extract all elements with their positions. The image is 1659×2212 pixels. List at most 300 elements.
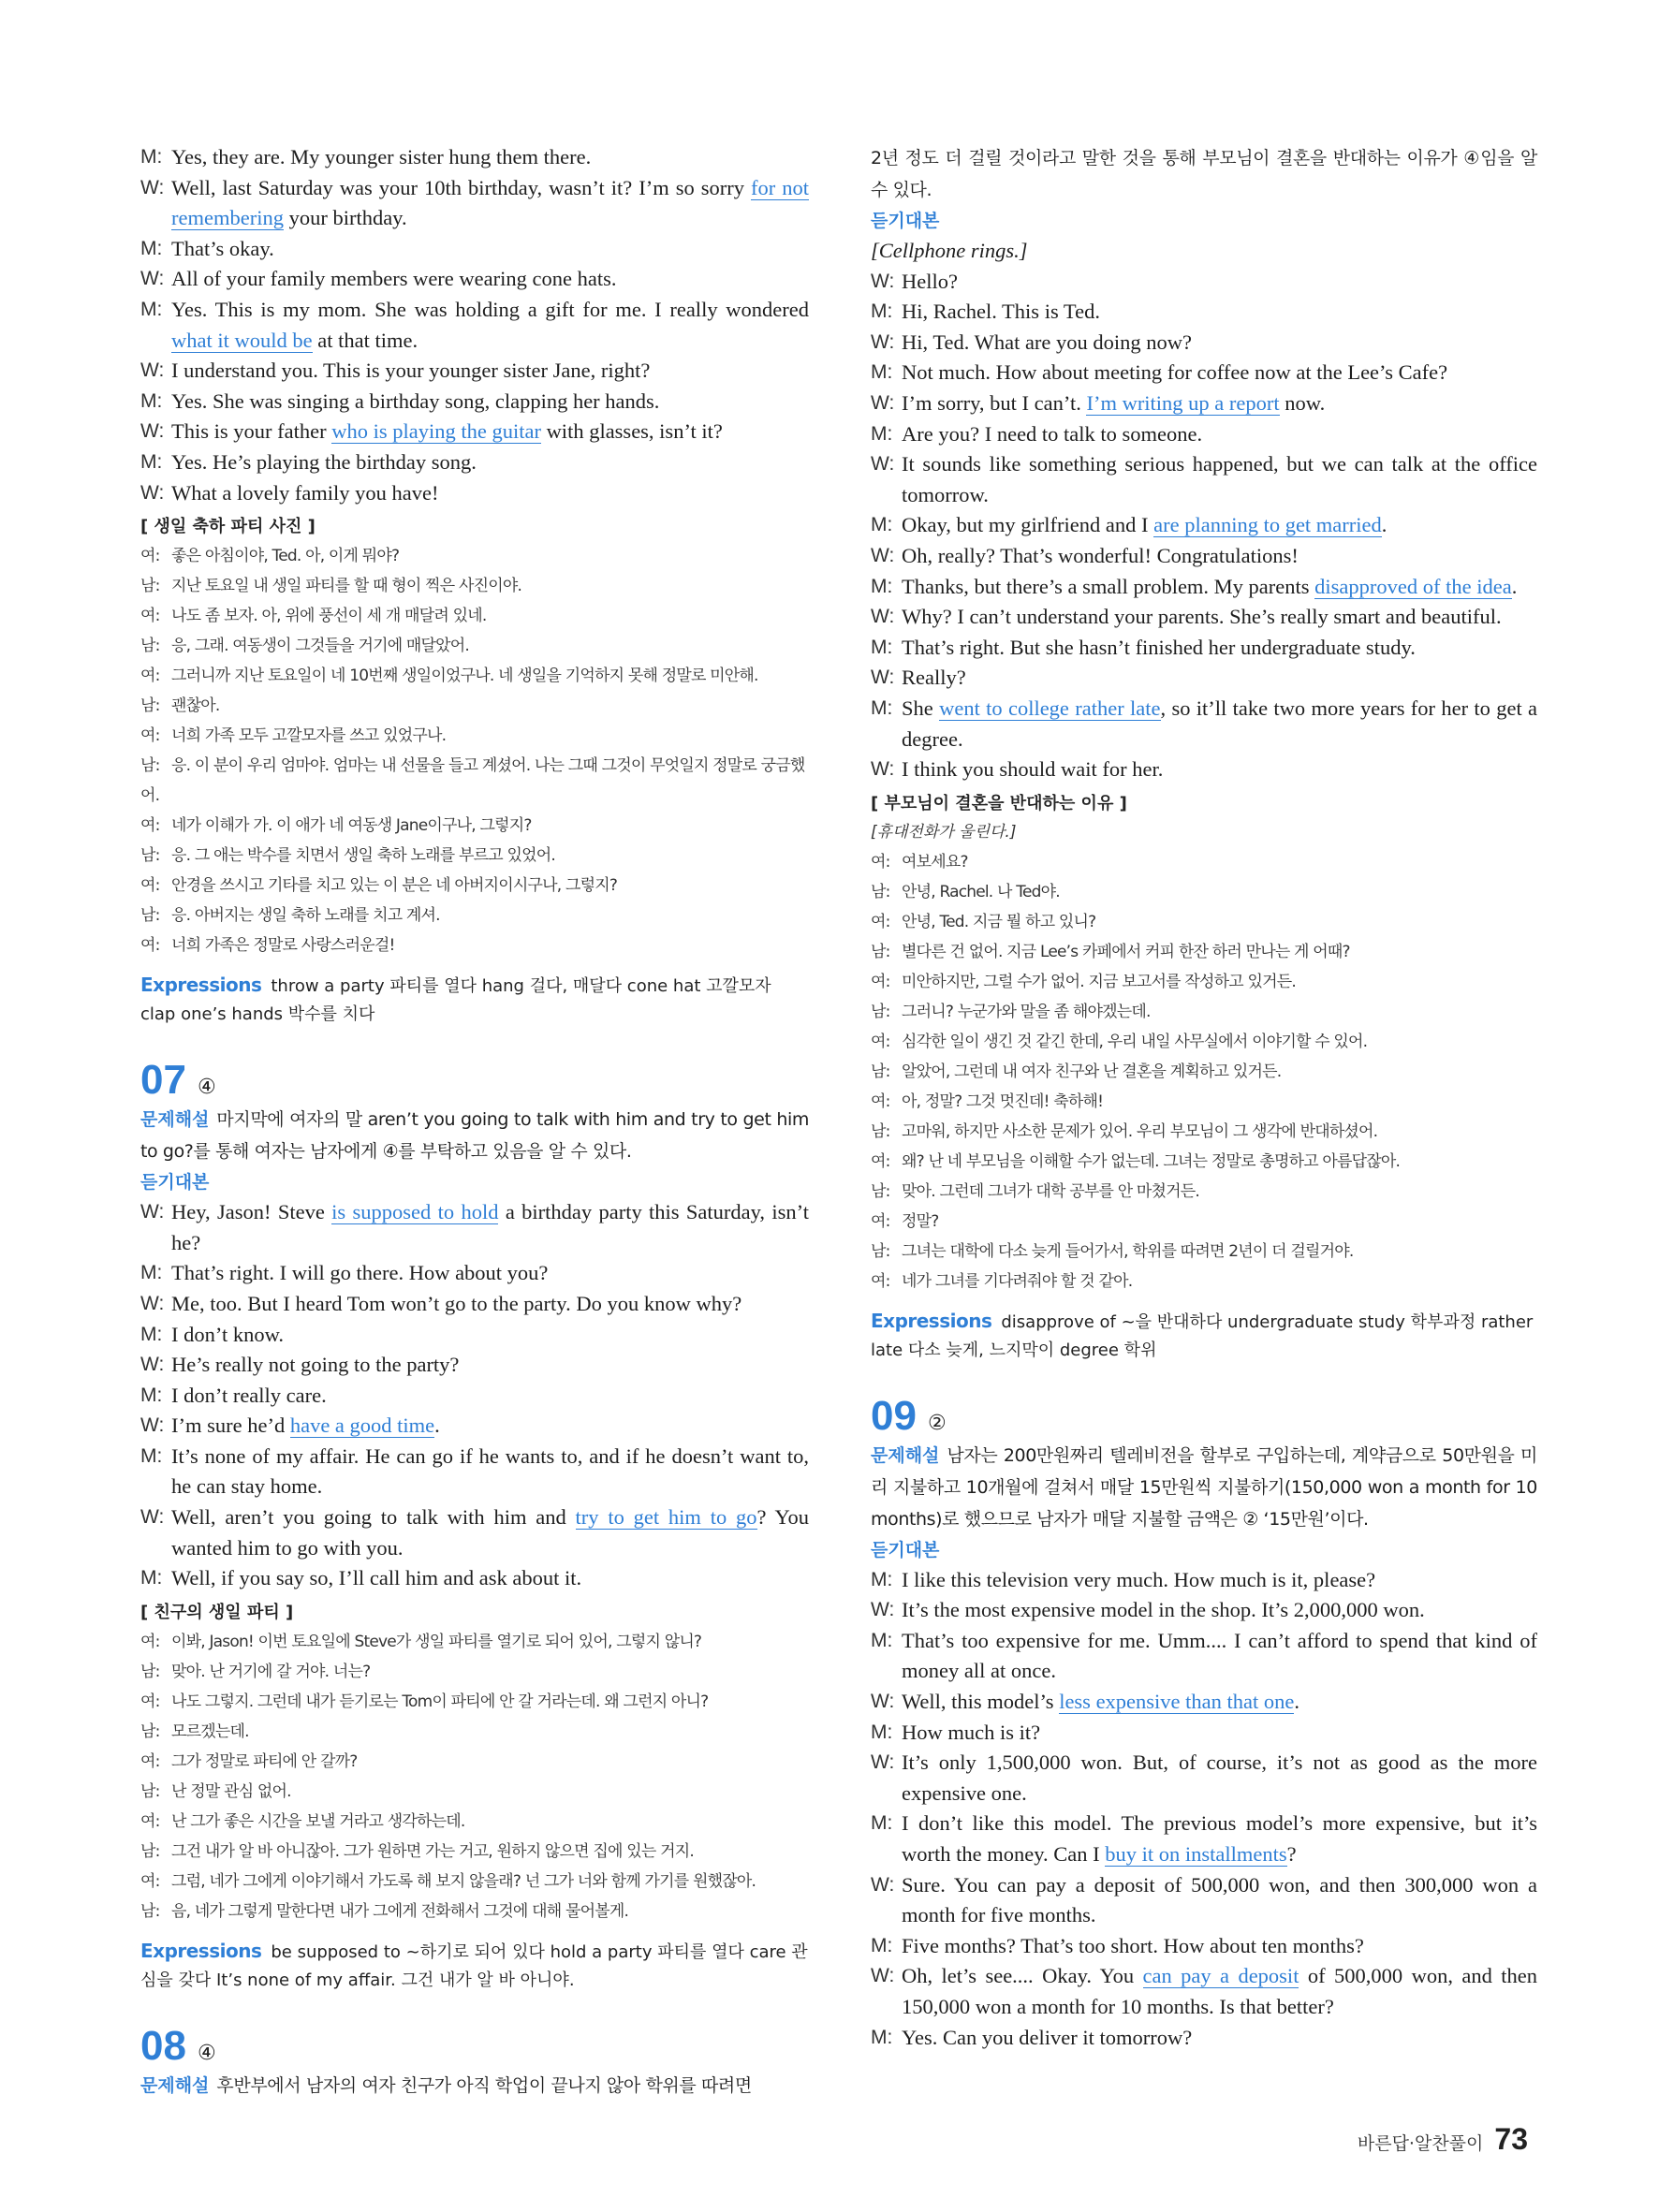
dialog-text: I like this television very much. How much is it, please? [902, 1567, 1376, 1591]
speaker-label: W: [140, 420, 165, 443]
ko-line [140, 1837, 809, 1867]
dialog-line [140, 447, 809, 478]
ko-line [871, 847, 1537, 877]
dialog-text: Hello? [902, 269, 958, 293]
dialog-text: I’m sure he’d have a good time. [171, 1414, 440, 1438]
dialog-line [140, 1411, 809, 1442]
ko-text: 미안하지만, 그럴 수가 없어. 지금 보고서를 작성하고 있거든. [902, 972, 1296, 991]
ko-text: 좋은 아침이야, Ted. 아, 이게 뭐야? [171, 547, 400, 566]
dialog-line [871, 419, 1537, 450]
ko-speaker: 남: [871, 1002, 890, 1021]
speaker-label: W: [871, 667, 895, 689]
speaker-label: M: [140, 1444, 163, 1467]
expressions-friend-party [140, 1936, 809, 1995]
dialog-text: That’s too expensive for me. Umm.... I can’t afford to spend that kind of money all at once. [902, 1628, 1537, 1683]
section-07-heading [140, 1057, 809, 1104]
ko-line [871, 1147, 1537, 1177]
explanation-text: 후반부에서 남자의 여자 친구가 아직 학업이 끝나지 않아 학위를 따려면 [216, 2074, 752, 2096]
speaker-label: M: [140, 389, 163, 412]
ko-line [871, 997, 1537, 1027]
speaker-label: W: [871, 1691, 895, 1713]
dialog-line [871, 663, 1537, 694]
ko-speaker: 여: [871, 1211, 890, 1231]
dialog-line [140, 1320, 809, 1351]
ko-title-parents-marriage: [ 부모님이 결혼을 반대하는 이유 ] [871, 793, 1127, 813]
speaker-label: M: [140, 450, 163, 473]
dialog-text: Well, aren’t you going to talk with him and try to get him to go? You wanted him to go with you. [171, 1505, 809, 1560]
dialog-text: This is your father who is playing the guitar with glasses, isn’t it? [171, 419, 723, 444]
ko-text: 난 정말 관심 없어. [171, 1781, 291, 1801]
dialog-text: Hi, Ted. What are you doing now? [902, 330, 1193, 354]
ko-speaker: 여: [140, 667, 160, 686]
ko-text: 너희 가족 모두 고깔모자를 쓰고 있었구나. [171, 726, 447, 746]
ko-speaker: 남: [871, 942, 890, 961]
dialog-text: It’s only 1,500,000 won. But, of course, it’s not as good as the more expensive one. [902, 1751, 1537, 1805]
dialog-line [871, 388, 1537, 419]
ko-text: 여보세요? [902, 852, 968, 872]
dialog-line [871, 1870, 1537, 1931]
dialog-line [871, 694, 1537, 754]
ko-line [140, 1807, 809, 1837]
dialog-text: Okay, but my girlfriend and I are planning to get married. [902, 513, 1387, 537]
speaker-label: W: [140, 1354, 165, 1376]
ko-speaker: 남: [871, 1062, 890, 1081]
ko-line [140, 631, 809, 661]
speaker-label: M: [871, 1721, 893, 1743]
dialog-text: Oh, really? That’s wonderful! Congratulations! [902, 543, 1299, 567]
ko-line [140, 721, 809, 751]
dialog-text: Hi, Rachel. This is Ted. [902, 300, 1100, 324]
dialog-line [140, 1381, 809, 1412]
ko-speaker: 남: [140, 1841, 160, 1861]
expressions-label: Expressions [140, 974, 262, 997]
dialog-text: Five months? That’s too short. How about ten months? [902, 1933, 1364, 1957]
ko-translation-friend-party [140, 1627, 809, 1926]
ko-speaker: 남: [871, 882, 890, 901]
section-07-explanation [140, 1104, 809, 1167]
ko-speaker: 남: [140, 637, 160, 656]
dialog-friend-party [140, 1197, 809, 1594]
dialog-text: It’s the most expensive model in the shop. It’s 2,000,000 won. [902, 1598, 1425, 1622]
speaker-label: M: [871, 300, 893, 323]
section-08-explanation-continued [871, 142, 1537, 206]
ko-line [140, 661, 809, 691]
dialog-text: That’s right. But she hasn’t finished her undergraduate study. [902, 635, 1416, 659]
blank-answer: can pay a deposit [1142, 1964, 1299, 1988]
speaker-label: M: [140, 1384, 163, 1406]
ko-speaker: 여: [140, 726, 160, 746]
ko-text: 그녀는 대학에 다소 늦게 들어가서, 학위를 따려면 2년이 더 걸릴거야. [902, 1241, 1354, 1261]
ko-line [871, 1117, 1537, 1147]
speaker-label: M: [140, 146, 163, 168]
ko-speaker: 여: [871, 852, 890, 872]
dialog-line [140, 295, 809, 356]
ko-speaker: 여: [140, 1871, 160, 1891]
dialog-line [871, 1748, 1537, 1809]
expressions-parents-marriage [871, 1306, 1537, 1365]
ko-speaker: 여: [140, 607, 160, 626]
page-number: 73 [1494, 2122, 1528, 2156]
dialog-line [140, 234, 809, 265]
speaker-label: M: [871, 422, 893, 445]
ko-speaker: 남: [140, 756, 160, 776]
ko-text: 모르겠는데. [171, 1721, 249, 1741]
ko-text: 이봐, Jason! 이번 토요일에 Steve가 생일 파티를 열기로 되어 있어, 그렇지 않니? [171, 1632, 702, 1651]
ko-speaker: 남: [140, 906, 160, 926]
ko-speaker: 여: [871, 912, 890, 931]
ko-text: 응. 그 애는 박수를 치면서 생일 축하 노래를 부르고 있었어. [171, 846, 555, 866]
ko-translation-birthday-photo [140, 541, 809, 960]
dialog-line [871, 297, 1537, 328]
dialog-line [140, 1442, 809, 1502]
dialog-text: Not much. How about meeting for coffee now at the Lee’s Cafe? [902, 360, 1448, 385]
ko-line [871, 937, 1537, 967]
blank-answer: what it would be [171, 328, 313, 352]
explanation-text: 마지막에 여자의 말 aren’t you going to talk with him and try to get him to go?를 통해 여자는 남자에게 ④를 부탁하고 있음을 알 수 있다. [140, 1109, 809, 1163]
ko-line [140, 1897, 809, 1926]
speaker-label: M: [871, 1568, 893, 1590]
ko-line [871, 1087, 1537, 1117]
stage-direction: [Cellphone rings.] [871, 239, 1028, 262]
speaker-label: W: [140, 1414, 165, 1437]
ko-line [871, 877, 1537, 907]
script-label: 듣기대본 [140, 1172, 210, 1194]
dialog-line [140, 1563, 809, 1594]
dialog-text: He’s really not going to the party? [171, 1353, 460, 1377]
dialog-text: What a lovely family you have! [171, 480, 439, 505]
dialog-line [871, 1687, 1537, 1718]
ko-text: 안녕, Ted. 지금 뭘 하고 있니? [902, 912, 1096, 931]
dialog-text: All of your family members were wearing cone hats. [171, 267, 617, 291]
ko-text: 응, 그래. 여동생이 그것들을 거기에 매달았어. [171, 637, 470, 656]
speaker-label: M: [871, 514, 893, 536]
dialog-line [871, 754, 1537, 785]
ko-line [140, 691, 809, 721]
ko-line [140, 901, 809, 930]
footer-book-title: 바른답·알찬풀이 [1357, 2133, 1484, 2154]
blank-answer: try to get him to go [575, 1505, 757, 1530]
speaker-label: W: [871, 270, 895, 292]
blank-answer: are planning to get married [1153, 513, 1382, 537]
dialog-text: Sure. You can pay a deposit of 500,000 won, and then 300,000 won a month for five months. [902, 1872, 1537, 1927]
ko-speaker: 남: [140, 1781, 160, 1801]
ko-line [871, 1027, 1537, 1057]
ko-stage-direction: [휴대전화가 울린다.] [871, 822, 1017, 842]
dialog-line [140, 1502, 809, 1563]
ko-title-friend-party: [ 친구의 생일 파티 ] [140, 1602, 294, 1622]
dialog-text: Yes. Can you deliver it tomorrow? [902, 2025, 1193, 2049]
dialog-text: Me, too. But I heard Tom won’t go to the party. Do you know why? [171, 1291, 742, 1315]
ko-speaker: 남: [140, 1901, 160, 1921]
speaker-label: W: [871, 330, 895, 353]
blank-answer: have a good time [289, 1414, 435, 1438]
right-column [871, 142, 1537, 2053]
ko-text: 음, 네가 그렇게 말한다면 내가 그에게 전화해서 그것에 대해 물어볼게. [171, 1901, 629, 1921]
dialog-parents-marriage [871, 267, 1537, 785]
ko-speaker: 여: [871, 1032, 890, 1051]
dialog-line [871, 1565, 1537, 1596]
speaker-label: W: [871, 1965, 895, 1987]
dialog-line [871, 1595, 1537, 1626]
ko-text: 네가 이해가 가. 이 애가 네 여동생 Jane이구나, 그렇지? [171, 816, 532, 836]
speaker-label: W: [871, 391, 895, 414]
script-label: 듣기대본 [871, 1539, 940, 1560]
ko-speaker: 여: [140, 876, 160, 896]
speaker-label: W: [871, 1751, 895, 1774]
ko-line [140, 841, 809, 871]
script-label: 듣기대본 [871, 211, 940, 231]
dialog-line [871, 1931, 1537, 1962]
dialog-text: I’m sorry, but I can’t. I’m writing up a report now. [902, 390, 1326, 415]
blank-answer: is supposed to hold [331, 1200, 499, 1224]
page-footer [1358, 2122, 1528, 2157]
dialog-text: Yes, they are. My younger sister hung them there. [171, 145, 592, 168]
dialog-line [871, 449, 1537, 510]
speaker-label: W: [871, 606, 895, 628]
ko-line [871, 967, 1537, 997]
blank-answer: less expensive than that one [1059, 1690, 1295, 1714]
ko-line [140, 1687, 809, 1717]
dialog-line [140, 264, 809, 295]
dialog-text: How much is it? [902, 1720, 1041, 1744]
dialog-text: Well, this model’s less expensive than that one. [902, 1690, 1299, 1714]
speaker-label: W: [140, 481, 165, 504]
dialog-tv-installments [871, 1565, 1537, 2054]
ko-line [140, 1657, 809, 1687]
speaker-label: M: [871, 696, 893, 719]
speaker-label: W: [140, 268, 165, 290]
explanation-text: 2년 정도 더 걸릴 것이라고 말한 것을 통해 부모님이 결혼을 반대하는 이유가 ④임을 알 수 있다. [871, 148, 1537, 200]
speaker-label: W: [140, 1292, 165, 1314]
expressions-label: Expressions [871, 1309, 992, 1332]
speaker-label: M: [871, 2026, 893, 2048]
dialog-text: Why? I can’t understand your parents. She’s really smart and beautiful. [902, 605, 1502, 629]
ko-line [140, 601, 809, 631]
ko-line [871, 1237, 1537, 1267]
dialog-line [140, 1350, 809, 1381]
ko-speaker: 여: [140, 1632, 160, 1651]
dialog-line [140, 417, 809, 447]
ko-line [140, 1717, 809, 1747]
ko-text: 심각한 일이 생긴 것 같긴 한데, 우리 내일 사무실에서 이야기할 수 있어. [902, 1032, 1368, 1051]
dialog-text: I think you should wait for her. [902, 757, 1164, 782]
ko-text: 괜찮아. [171, 696, 220, 716]
section-number: 07 [140, 1057, 186, 1104]
blank-answer: I’m writing up a report [1086, 390, 1280, 415]
dialog-line [140, 1289, 809, 1320]
ko-line [140, 1627, 809, 1657]
dialog-text: I don’t know. [171, 1322, 284, 1346]
answer-mark: ② [927, 1411, 947, 1435]
ko-speaker: 여: [140, 547, 160, 566]
speaker-label: W: [871, 1873, 895, 1896]
ko-translation-parents-marriage [871, 847, 1537, 1296]
ko-speaker: 여: [140, 1692, 160, 1711]
speaker-label: M: [140, 298, 163, 320]
ko-text: 맞아. 난 거기에 갈 거야. 너는? [171, 1662, 371, 1681]
ko-speaker: 여: [140, 1811, 160, 1831]
dialog-text: Are you? I need to talk to someone. [902, 421, 1203, 446]
ko-speaker: 여: [140, 1751, 160, 1771]
ko-text: 그럼, 네가 그에게 이야기해서 가도록 해 보지 않을래? 넌 그가 너와 함께 가기를 원했잖아. [171, 1871, 756, 1891]
ko-text: 별다른 건 없어. 지금 Lee’s 카페에서 커피 한잔 하러 만나는 게 어때? [902, 942, 1350, 961]
dialog-line [871, 1961, 1537, 2022]
ko-speaker: 남: [140, 1662, 160, 1681]
dialog-line [871, 358, 1537, 388]
dialog-line [871, 572, 1537, 603]
speaker-label: M: [871, 1812, 893, 1835]
ko-text: 네가 그녀를 기다려줘야 할 것 같아. [902, 1271, 1133, 1291]
ko-title-birthday-photo: [ 생일 축하 파티 사진 ] [140, 517, 316, 537]
ko-text: 너희 가족은 정말로 사랑스러운걸! [171, 936, 395, 956]
dialog-line [871, 602, 1537, 633]
ko-speaker: 남: [140, 846, 160, 866]
dialog-text: It sounds like something serious happened, but we can talk at the office tomorrow. [902, 452, 1537, 506]
speaker-label: M: [871, 1934, 893, 1956]
dialog-text: That’s right. I will go there. How about you? [171, 1261, 549, 1285]
speaker-label: M: [140, 1567, 163, 1589]
ko-text: 맞아. 그런데 그녀가 대학 공부를 안 마쳤거든. [902, 1181, 1200, 1201]
expressions-text: throw a party 파티를 열다 hang 걸다, 매달다 cone hat 고깔모자 clap one’s hands 박수를 치다 [140, 976, 771, 1025]
dialog-line [871, 1718, 1537, 1749]
ko-text: 그건 내가 알 바 아니잖아. 그가 원하면 가는 거고, 원하지 않으면 집에 있는 거지. [171, 1841, 694, 1861]
dialog-text: I understand you. This is your younger sister Jane, right? [171, 359, 651, 383]
ko-speaker: 남: [140, 1721, 160, 1741]
dialog-text: Oh, let’s see.... Okay. You can pay a deposit of 500,000 won, and then 150,000 won a month for 10 months. Is that better? [902, 1964, 1537, 2018]
ko-text: 지난 토요일 내 생일 파티를 할 때 형이 찍은 사진이야. [171, 577, 522, 596]
ko-text: 응. 이 분이 우리 엄마야. 엄마는 내 선물을 들고 계셨어. 나는 그때 그것이 무엇일지 정말로 궁금했어. [140, 756, 805, 806]
ko-speaker: 남: [871, 1241, 890, 1261]
dialog-text: Well, if you say so, I’ll call him and ask about it. [171, 1566, 582, 1590]
speaker-label: W: [140, 359, 165, 382]
expressions-label: Expressions [140, 1939, 262, 1962]
dialog-birthday-photo [140, 142, 809, 508]
ko-line [140, 1747, 809, 1777]
speaker-label: W: [871, 453, 895, 476]
ko-line [140, 1777, 809, 1807]
speaker-label: M: [140, 1323, 163, 1345]
speaker-label: W: [871, 1599, 895, 1621]
speaker-label: M: [140, 237, 163, 259]
ko-line [871, 1207, 1537, 1237]
ko-line [140, 1867, 809, 1897]
speaker-label: W: [140, 1506, 165, 1529]
ko-text: 고마워, 하지만 사소한 문제가 있어. 우리 부모님이 그 생각에 반대하셨어. [902, 1121, 1378, 1141]
ko-speaker: 여: [871, 1091, 890, 1111]
dialog-line [871, 541, 1537, 572]
section-number: 09 [871, 1392, 917, 1439]
dialog-text: Really? [902, 666, 966, 690]
dialog-text: Well, last Saturday was your 10th birthday, wasn’t it? I’m so sorry for not remembering your birthday. [171, 175, 809, 230]
ko-text: 아, 정말? 그것 멋진데! 축하해! [902, 1091, 1104, 1111]
ko-line [140, 871, 809, 901]
blank-answer: buy it on installments [1105, 1842, 1287, 1867]
ko-text: 그가 정말로 파티에 안 갈까? [171, 1751, 358, 1771]
speaker-label: M: [871, 636, 893, 658]
ko-line [140, 751, 809, 811]
section-08-heading [140, 2023, 809, 2070]
ko-line [140, 571, 809, 601]
ko-line [140, 811, 809, 841]
dialog-line [871, 267, 1537, 298]
ko-line [871, 1177, 1537, 1207]
left-column [140, 142, 809, 2102]
speaker-label: M: [871, 575, 893, 597]
dialog-line [140, 356, 809, 387]
ko-text: 나도 그렇지. 그런데 내가 듣기로는 Tom이 파티에 안 갈 거라는데. 왜 그런지 아니? [171, 1692, 709, 1711]
explanation-label: 문제해설 [140, 2074, 210, 2096]
ko-text: 왜? 난 네 부모님을 이해할 수가 없는데. 그녀는 정말로 총명하고 아름답잖아. [902, 1151, 1401, 1171]
blank-answer: for not remembering [171, 175, 809, 230]
dialog-text: It’s none of my affair. He can go if he wants to, and if he doesn’t want to, he can stay home. [171, 1443, 809, 1499]
dialog-line [871, 1626, 1537, 1687]
ko-speaker: 남: [140, 696, 160, 716]
blank-answer: who is playing the guitar [331, 419, 541, 444]
dialog-text: I don’t like this model. The previous model’s more expensive, but it’s worth the money. Can I buy it on installments? [902, 1811, 1537, 1867]
ko-line [871, 1267, 1537, 1296]
dialog-line [871, 1809, 1537, 1869]
speaker-label: W: [871, 758, 895, 781]
dialog-line [140, 1197, 809, 1258]
ko-speaker: 남: [871, 1181, 890, 1201]
dialog-text: She went to college rather late, so it’ll take two more years for her to get a degree. [902, 696, 1538, 751]
dialog-text: Thanks, but there’s a small problem. My parents disapproved of the idea. [902, 574, 1518, 598]
section-09-explanation [871, 1440, 1537, 1535]
dialog-text: That’s okay. [171, 236, 274, 260]
explanation-text: 남자는 200만원짜리 텔레비전을 할부로 구입하는데, 계약금으로 50만원을 미리 지불하고 10개월에 걸쳐서 매달 15만원씩 지불하기(150,000 won a month for 10 months)로 했으므로 남자가 매달 지불할 금액은 ② ‘15만원’이다. [871, 1444, 1537, 1530]
dialog-line [140, 478, 809, 509]
section-08-explanation [140, 2070, 809, 2102]
section-09-heading [871, 1393, 1537, 1440]
speaker-label: M: [871, 1629, 893, 1651]
blank-answer: disapproved of the idea [1314, 574, 1512, 598]
expressions-birthday-photo [140, 970, 809, 1029]
ko-speaker: 여: [140, 816, 160, 836]
explanation-label: 문제해설 [871, 1444, 940, 1466]
speaker-label: M: [871, 361, 893, 384]
ko-text: 정말? [902, 1211, 939, 1231]
dialog-text: Yes. He’s playing the birthday song. [171, 449, 477, 474]
speaker-label: W: [140, 1201, 165, 1223]
dialog-line [871, 633, 1537, 664]
section-number: 08 [140, 2022, 186, 2069]
ko-text: 나도 좀 보자. 아, 위에 풍선이 세 개 매달려 있네. [171, 607, 487, 626]
ko-speaker: 여: [140, 936, 160, 956]
ko-text: 그러니? 누군가와 말을 좀 해야겠는데. [902, 1002, 1151, 1021]
dialog-text: I don’t really care. [171, 1383, 327, 1407]
ko-speaker: 여: [871, 1151, 890, 1171]
ko-speaker: 여: [871, 972, 890, 991]
ko-text: 안경을 쓰시고 기타를 치고 있는 이 분은 네 아버지이시구나, 그렇지? [171, 876, 618, 896]
dialog-text: Yes. She was singing a birthday song, clapping her hands. [171, 388, 660, 413]
ko-text: 안녕, Rachel. 나 Ted야. [902, 882, 1060, 901]
dialog-text: Yes. This is my mom. She was holding a gift for me. I really wondered what it would be at that time. [171, 297, 809, 352]
ko-line [871, 1057, 1537, 1087]
expressions-text: disapprove of ~을 반대하다 undergraduate study 학부과정 rather late 다소 늦게, 느지막이 degree 학위 [871, 1311, 1534, 1360]
ko-line [140, 930, 809, 960]
speaker-label: W: [871, 544, 895, 566]
ko-line [140, 541, 809, 571]
dialog-line [871, 328, 1537, 359]
ko-speaker: 남: [140, 577, 160, 596]
ko-text: 응. 아버지는 생일 축하 노래를 치고 계셔. [171, 906, 440, 926]
answer-mark: ④ [197, 1076, 216, 1100]
speaker-label: W: [140, 176, 165, 198]
answer-mark: ④ [197, 2041, 216, 2065]
dialog-line [140, 173, 809, 234]
speaker-label: M: [140, 1262, 163, 1284]
dialog-line [871, 2023, 1537, 2054]
